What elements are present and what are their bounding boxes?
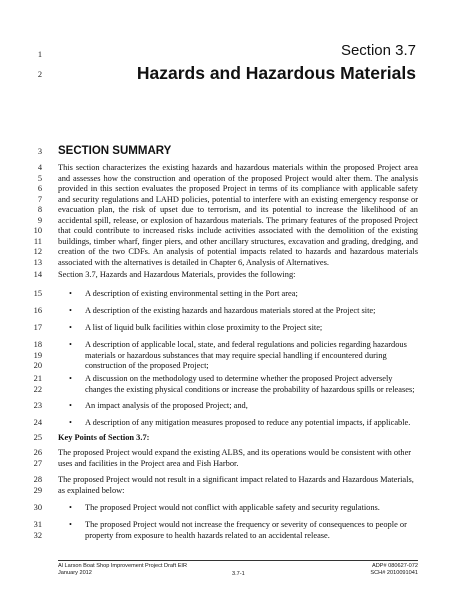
line-number: 28	[33, 475, 42, 484]
bullet-icon: •	[69, 374, 72, 383]
provides-item: A list of liquid bulk facilities within close proximity to the Project site;	[85, 323, 323, 332]
line-number: 18	[33, 340, 42, 349]
line-number: 5	[37, 173, 42, 183]
footer-project-name: Al Larson Boat Shop Improvement Project Draft EIR	[58, 563, 188, 569]
line-number: 13	[33, 257, 42, 267]
line-number: 4	[37, 163, 42, 172]
footer-adp-number: ADP# 080627-072	[371, 563, 418, 569]
provides-item: A description of any mitigation measures proposed to reduce any potential impacts, if applicable.	[85, 418, 411, 427]
line-number: 30	[33, 503, 42, 512]
line-number: 10	[33, 226, 42, 235]
bullet-icon: •	[69, 418, 72, 427]
page-title: Hazards and Hazardous Materials	[136, 63, 416, 83]
line-number: 27	[33, 458, 42, 468]
bullet-icon: •	[69, 306, 72, 315]
line-number: 16	[33, 306, 42, 315]
line-number: 26	[33, 448, 42, 457]
footer-page-number: 3.7-1	[232, 571, 245, 577]
section-summary-heading: SECTION SUMMARY	[58, 145, 172, 157]
line-number: 20	[33, 361, 42, 370]
key-points-heading: Key Points of Section 3.7:	[58, 433, 150, 442]
bullet-icon: •	[69, 503, 72, 512]
footer-sch-number: SCH# 2010091041	[370, 570, 418, 576]
line-number: 22	[33, 384, 42, 394]
provides-item: A description of the existing hazards and hazardous materials stored at the Project site;	[85, 306, 376, 315]
line-number: 3	[37, 147, 42, 156]
explained-item: The proposed Project would not increase the frequency or severity of consequences to people or property from exposure to health hazards related to an accidental release.	[85, 520, 407, 540]
line-number: 19	[33, 350, 42, 360]
line-number: 6	[37, 184, 42, 193]
footer-date: January 2012	[58, 570, 92, 576]
provides-line: Section 3.7, Hazards and Hazardous Materials, provides the following:	[58, 270, 296, 279]
bullet-icon: •	[69, 289, 72, 298]
line-number: 8	[37, 205, 42, 214]
line-number: 7	[37, 194, 42, 204]
line-number: 23	[33, 401, 42, 410]
line-number: 24	[33, 418, 42, 427]
explained-item: The proposed Project would not conflict with applicable safety and security regulations.	[85, 503, 380, 512]
line-number: 11	[33, 236, 42, 246]
line-number: 17	[33, 323, 42, 332]
footer-rule	[58, 560, 418, 561]
line-number: 32	[33, 530, 42, 540]
section-number: Section 3.7	[340, 42, 416, 59]
key-point-paragraph: The proposed Project would expand the existing ALBS, and its operations would be consistent with other uses and facilities in the Project area and Fish Harbor.	[58, 448, 412, 468]
line-number: 15	[33, 289, 42, 298]
bullet-icon: •	[69, 401, 72, 410]
bullet-icon: •	[69, 340, 72, 349]
provides-item: A discussion on the methodology used to determine whether the proposed Project adversely changes the existing physical conditions or increase the probability of hazardous spills or releases;	[85, 374, 415, 394]
line-number: 1	[37, 50, 42, 59]
line-number: 12	[33, 247, 42, 256]
intro-paragraph: This section characterizes the existing hazards and hazardous materials within the proposed Project area and assesses how the construction and operation of the proposed Project would alter them. The analysis provided in this section evaluates the proposed Project in terms of its compliance with applicable safety and security regulations and LAHD policies, potential to interfere with an existing emergency response or evacuation plan, the risk of upset due to terrorism, and its potential to increase the likelihood of an accidental spill, release, or explosion of hazardous materials. The primary features of the proposed Project that could contribute to increased risks include activities associated with the demolition of the existing buildings, timber wharf, finger piers, and other ancillary structures, excavation and grading, dredging, and creation of the two CDFs. An analysis of potential impacts related to hazards and hazardous materials associated with the alternatives is detailed in Chapter 6, Analysis of Alternatives.	[58, 163, 418, 267]
bullet-icon: •	[69, 323, 72, 332]
line-number: 25	[33, 433, 42, 442]
provides-item: A description of existing environmental setting in the Port area;	[85, 289, 298, 298]
line-number: 21	[33, 374, 42, 383]
line-number: 29	[33, 485, 42, 495]
line-number: 14	[33, 270, 42, 279]
line-number: 2	[37, 70, 42, 79]
not-significant-paragraph: The proposed Project would not result in a significant impact related to Hazards and Hazardous Materials, as explained below:	[58, 475, 414, 495]
provides-item: A description of applicable local, state, and federal regulations and policies regarding hazardous materials or hazardous substances that may require special handling if encountered during construction of the proposed Project;	[85, 340, 407, 370]
bullet-icon: •	[69, 520, 72, 529]
provides-item: An impact analysis of the proposed Project; and,	[85, 401, 248, 410]
line-number: 9	[37, 215, 42, 225]
line-number: 31	[33, 520, 42, 529]
